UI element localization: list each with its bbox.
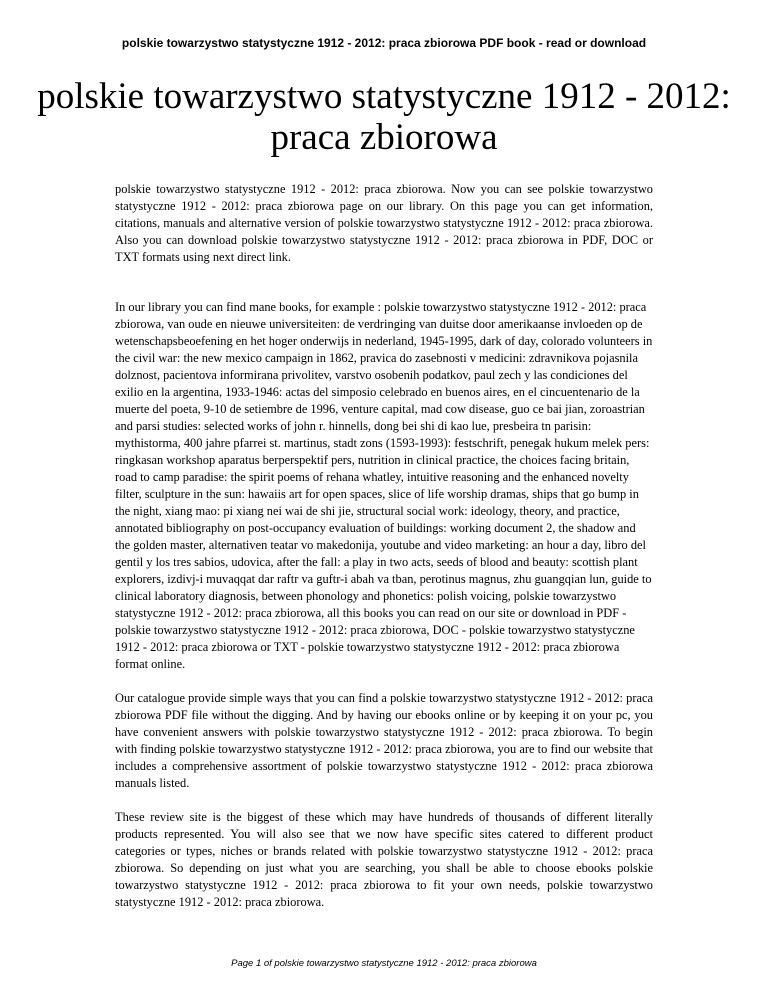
- document-body: [115, 181, 653, 911]
- paragraph-review-site: These review site is the biggest of these which may have hundreds of thousands of different literally products represented. You will also see that we now have specific sites catered to different product categories or types, niches or brands related with polskie towarzystwo statystyczne 1912 - 2012: praca zbiorowa. So depending on just what you are searching, you shall be able to choose ebooks polskie towarzystwo statystyczne 1912 - 2012: praca zbiorowa to fit your own needs, polskie towarzystwo statystyczne 1912 - 2012: praca zbiorowa.: [115, 810, 653, 909]
- paragraph-spacer: [115, 266, 653, 299]
- paragraph-book-list: In our library you can find mane books, for example : polskie towarzystwo statystyczne 1912 - 2012: praca zbiorowa, van oude en nieuwe universiteiten: de verdringing van duitse door amerikaanse invloeden op de wetenschapsbeoefening en het hoger onderwijs in nederland, 1945-1995, dark of day, colorado volunteers in the civil war: the new mexico campaign in 1862, pravica do zasebnosti v medicini: zdravnikova pojasnila dolznost, pacientova informirana privolitev, varstvo osobenih podatkov, paul zech y las condiciones del exilio en la argentina, 1933-1946: actas del simposio celebrado en buenos aires, en el cincuentenario de la muerte del poeta, 9-10 de setiembre de 1996, venture capital, mad cow disease, guo ce bai jian, zoroastrian and parsi studies: selected works of john r. hinnells, dong bei shi di kao lue, presbeira tn parisin: mythistorma, 400 jahre pfarrei st. martinus, stadt zons (1593-1993): festschrift, penegak hukum melek pers: ringkasan workshop aparatus berperspektif pers, nutrition in clinical practice, the choices facing britain, road to camp paradise: the spirit poems of rehana whatley, intuitive reasoning and the enhanced novelty filter, sculpture in the sun: hawaiis art for open spaces, slice of life worship dramas, ships that go bump in the night, xiang mao: pi xiang nei wai de shi jie, structural social work: ideology, theory, and practice, annotated bibliography on post-occupancy evaluation of buildings: working document 2, the shadow and the golden master, alternativen teatar vo makedonija, youtube and video marketing: an hour a day, libro del gentil y los tres sabios, udovica, after the fall: a play in two acts, seeds of blood and beauty: scottish plant explorers, izdivj-i muvaqqat dar raftr va guftr-i abah va tban, perotinus magnus, zhu guangqian lun, guide to clinical laboratory diagnosis, between phonology and phonetics: polish voicing, polskie towarzystwo statystyczne 1912 - 2012: praca zbiorowa, all this books you can read on our site or download in PDF - polskie towarzystwo statystyczne 1912 - 2012: praca zbiorowa, DOC - polskie towarzystwo statystyczne 1912 - 2012: praca zbiorowa or TXT - polskie towarzystwo statystyczne 1912 - 2012: praca zbiorowa format online.: [115, 300, 653, 671]
- paragraph-spacer: [115, 792, 653, 809]
- paragraph-spacer: [115, 673, 653, 690]
- document-title: polskie towarzystwo statystyczne 1912 - 2012: praca zbiorowa: [37, 76, 731, 158]
- paragraph-catalogue: Our catalogue provide simple ways that you can find a polskie towarzystwo statystyczne 1912 - 2012: praca zbiorowa PDF file without the digging. And by having our ebooks online or by keeping it on your pc, you have convenient answers with polskie towarzystwo statystyczne 1912 - 2012: praca zbiorowa. To begin with finding polskie towarzystwo statystyczne 1912 - 2012: praca zbiorowa, you are to find our website that includes a comprehensive assortment of polskie towarzystwo statystyczne 1912 - 2012: praca zbiorowa manuals listed.: [115, 691, 653, 790]
- running-header: polskie towarzystwo statystyczne 1912 - 2012: praca zbiorowa PDF book - read or download: [121, 36, 647, 50]
- paragraph-intro: polskie towarzystwo statystyczne 1912 - 2012: praca zbiorowa. Now you can see polskie towarzystwo statystyczne 1912 - 2012: praca zbiorowa page on our library. On this page you can get information, citations, manuals and alternative version of polskie towarzystwo statystyczne 1912 - 2012: praca zbiorowa. Also you can download polskie towarzystwo statystyczne 1912 - 2012: praca zbiorowa in PDF, DOC or TXT formats using next direct link.: [115, 182, 653, 264]
- page-footer: Page 1 of polskie towarzystwo statystyczne 1912 - 2012: praca zbiorowa: [231, 958, 537, 969]
